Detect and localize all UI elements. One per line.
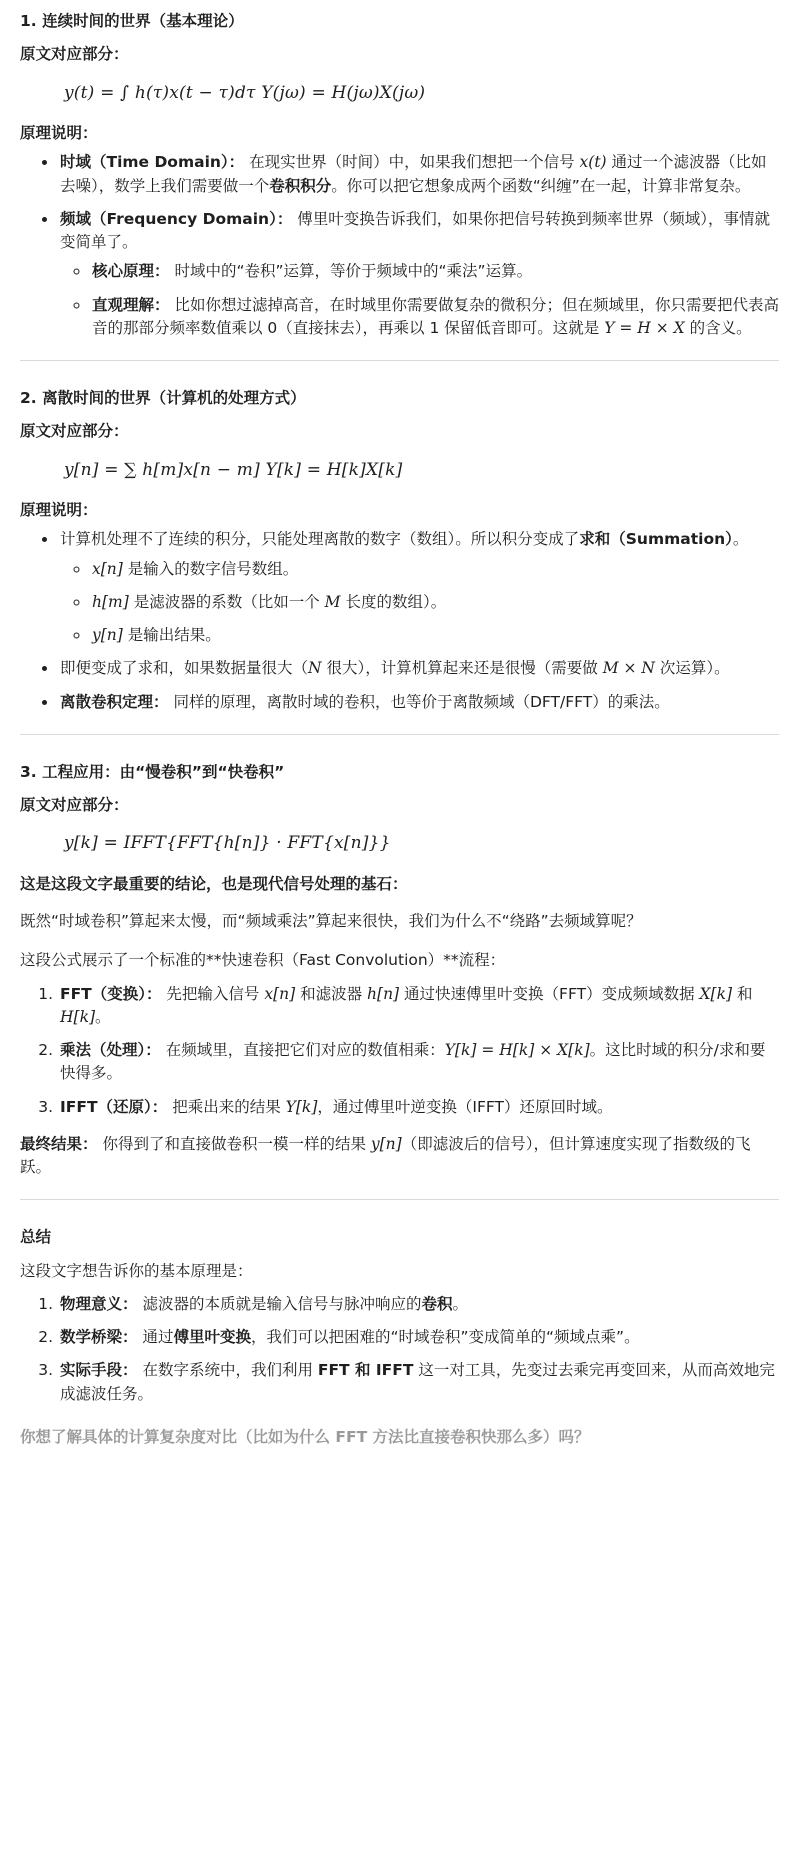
section-2-explanation-label: 原理说明： [20,501,98,519]
section-3-formula: y[k] = IFFT{FFT{h[n]} · FFT{x[n]}} [64,833,391,854]
term-multiply: 乘法（处理）： [60,1041,161,1059]
bold-text: 卷积 [421,1294,453,1313]
section-1-title: 1. 连续时间的世界（基本理论） [20,12,244,30]
term-frequency-domain: 频域（Frequency Domain）： [60,209,293,228]
section-1-original-label: 原文对应部分： [20,45,129,64]
text: 这一对工具，先变过去乘完再变回来，从而高效地完成滤波任务。 [60,1361,775,1403]
text: 滤波器的本质就是输入信号与脉冲响应的 [137,1294,422,1313]
text: 通过快速傅里叶变换（FFT）变成频域数据 [399,984,700,1003]
section-1-formula: y(t) = ∫ h(τ)x(t − τ)dτ Y(jω) = H(jω)X(jω) [64,82,426,103]
bold-text: 傅里叶变换 [173,1328,251,1346]
text: 即便变成了求和，如果数据量很大（ [60,659,309,678]
text: 计算机处理不了连续的积分，只能处理离散的数字（数组）。所以积分变成了 [60,530,580,549]
final-result [20,1133,779,1180]
term-physical-meaning: 物理意义： [60,1294,138,1313]
summary-title: 总结 [20,1228,52,1247]
math-inline: y[n] [370,1134,402,1153]
list-item [90,558,779,581]
text: 是输出结果。 [122,626,221,644]
list-item [58,528,779,647]
text: 时域中的“卷积”运算，等价于频域中的“乘法”运算。 [169,262,533,281]
bold-text: 求和（Summation） [579,530,733,549]
term-fft: FFT（变换）： [60,984,162,1003]
paragraph: 既然“时域卷积”算起来太慢，而“频域乘法”算起来很快，我们为什么不“绕路”去频域算呢？ [20,912,642,930]
section-2-formula: y[n] = ∑ h[m]x[n − m] Y[k] = H[k]X[k] [64,459,403,480]
math-inline: h[n] [367,984,400,1003]
list-item [58,1096,779,1119]
math-inline: Y[k] [285,1097,318,1116]
nested-list [60,260,779,340]
math-inline: Y[k] = H[k] × X[k] [444,1041,590,1059]
text: 和滤波器 [295,984,368,1003]
term-core-principle: 核心原理： [92,262,170,281]
text: （即滤波后的信号），但计算速度实现了指数级的飞跃。 [20,1134,751,1176]
list-item [90,624,779,647]
section-3-key-label: 这是这段文字最重要的结论，也是现代信号处理的基石： [20,874,408,893]
text: ，通过傅里叶逆变换（IFFT）还原回时域。 [317,1097,613,1116]
list-item [90,294,779,341]
text: 和 [732,984,753,1003]
text: 通过一个滤波器（比如去噪），数学上我们需要做一个 [60,153,767,195]
term-discrete-convolution: 离散卷积定理： [60,692,169,711]
section-3-title: 3. 工程应用：由“慢卷积”到“快卷积” [20,762,285,781]
text: 你得到了和直接做卷积一模一样的结果 [97,1134,371,1153]
section-3-steps [20,983,779,1119]
text: ，我们可以把困难的“时域卷积”变成简单的“频域点乘”。 [250,1328,640,1346]
text: 。 [95,1007,111,1026]
paragraph: 这段公式展示了一个标准的**快速卷积（Fast Convolution）**流程： [20,951,506,970]
list-item [58,657,779,680]
section-2-title: 2. 离散时间的世界（计算机的处理方式） [20,389,306,407]
term-final-result: 最终结果： [20,1134,98,1153]
text: 是输入的数字信号数组。 [122,559,299,578]
math-inline: N [308,659,322,678]
list-item [90,260,779,283]
divider [20,1199,779,1200]
list-item [90,591,779,614]
math-inline: x[n] [264,984,296,1003]
math-inline: y[n] [92,626,123,644]
math-inline: Y = H × X [604,318,685,337]
text: 。 [452,1294,468,1313]
text: 次运算）。 [654,659,730,678]
list-item [58,1039,779,1086]
text: 在频域里，直接把它们对应的数值相乘： [160,1041,445,1059]
text: 很大），计算机算起来还是很慢（需要做 [321,659,603,678]
summary-intro: 这段文字想告诉你的基本原理是： [20,1261,253,1280]
math-inline: M × N [602,659,655,678]
text: 。 [732,530,749,549]
text: 先把输入信号 [161,984,265,1003]
list-item [58,151,779,198]
text: 同样的原理，离散时域的卷积，也等价于离散频域（DFT/FFT）的乘法。 [168,692,670,711]
list-item [58,691,779,714]
math-inline: M [324,592,341,611]
text: 通过 [137,1328,174,1346]
term-ifft: IFFT（还原）： [60,1097,168,1116]
list-item [58,208,779,340]
math-inline: H[k] [60,1007,96,1026]
summary-list [20,1293,779,1406]
section-3-original-label: 原文对应部分： [20,796,129,814]
list-item [58,1326,779,1349]
math-inline: x(t) [579,153,607,172]
text: 在数字系统中，我们利用 [137,1361,318,1380]
math-inline: X[k] [699,984,733,1003]
section-2-original-label: 原文对应部分： [20,422,129,441]
term-intuition: 直观理解： [92,295,170,314]
list-item [58,1293,779,1316]
term-practical-means: 实际手段： [60,1361,138,1380]
text: 把乘出来的结果 [167,1097,286,1116]
section-2-list [20,528,779,714]
nested-list [60,558,779,648]
term-math-bridge: 数学桥梁： [60,1328,138,1346]
text: 。你可以把它想象成两个函数“纠缠”在一起，计算非常复杂。 [331,176,751,195]
divider [20,734,779,735]
text: 的含义。 [684,318,752,337]
section-1-list [20,151,779,340]
list-item [58,1359,779,1406]
list-item [58,983,779,1030]
term-time-domain: 时域（Time Domain）： [60,153,245,172]
section-1-explanation-label: 原理说明： [20,124,98,142]
text: 。这比时域的积分/求和要快得多。 [60,1041,766,1083]
math-inline: x[n] [92,559,123,578]
text: 比如你想过滤掉高音，在时域里你需要做复杂的微积分；但在频域里，你只需要把代表高音的那部分频率数值乘以 0（直接抹去），再乘以 1 保留低音即可。这就是 [92,295,779,337]
bold-text: FFT 和 IFFT [317,1361,414,1380]
divider [20,360,779,361]
text: 傅里叶变换告诉我们，如果你把信号转换到频率世界（频域），事情就变简单了。 [60,209,771,251]
text: 长度的数组）。 [340,592,447,611]
math-inline: h[m] [92,592,129,611]
text: 是滤波器的系数（比如一个 [128,592,325,611]
text: 在现实世界（时间）中，如果我们想把一个信号 [244,153,580,172]
follow-up-question: 你想了解具体的计算复杂度对比（比如为什么 FFT 方法比直接卷积快那么多）吗？ [20,1427,590,1446]
bold-text: 卷积积分 [269,176,332,195]
